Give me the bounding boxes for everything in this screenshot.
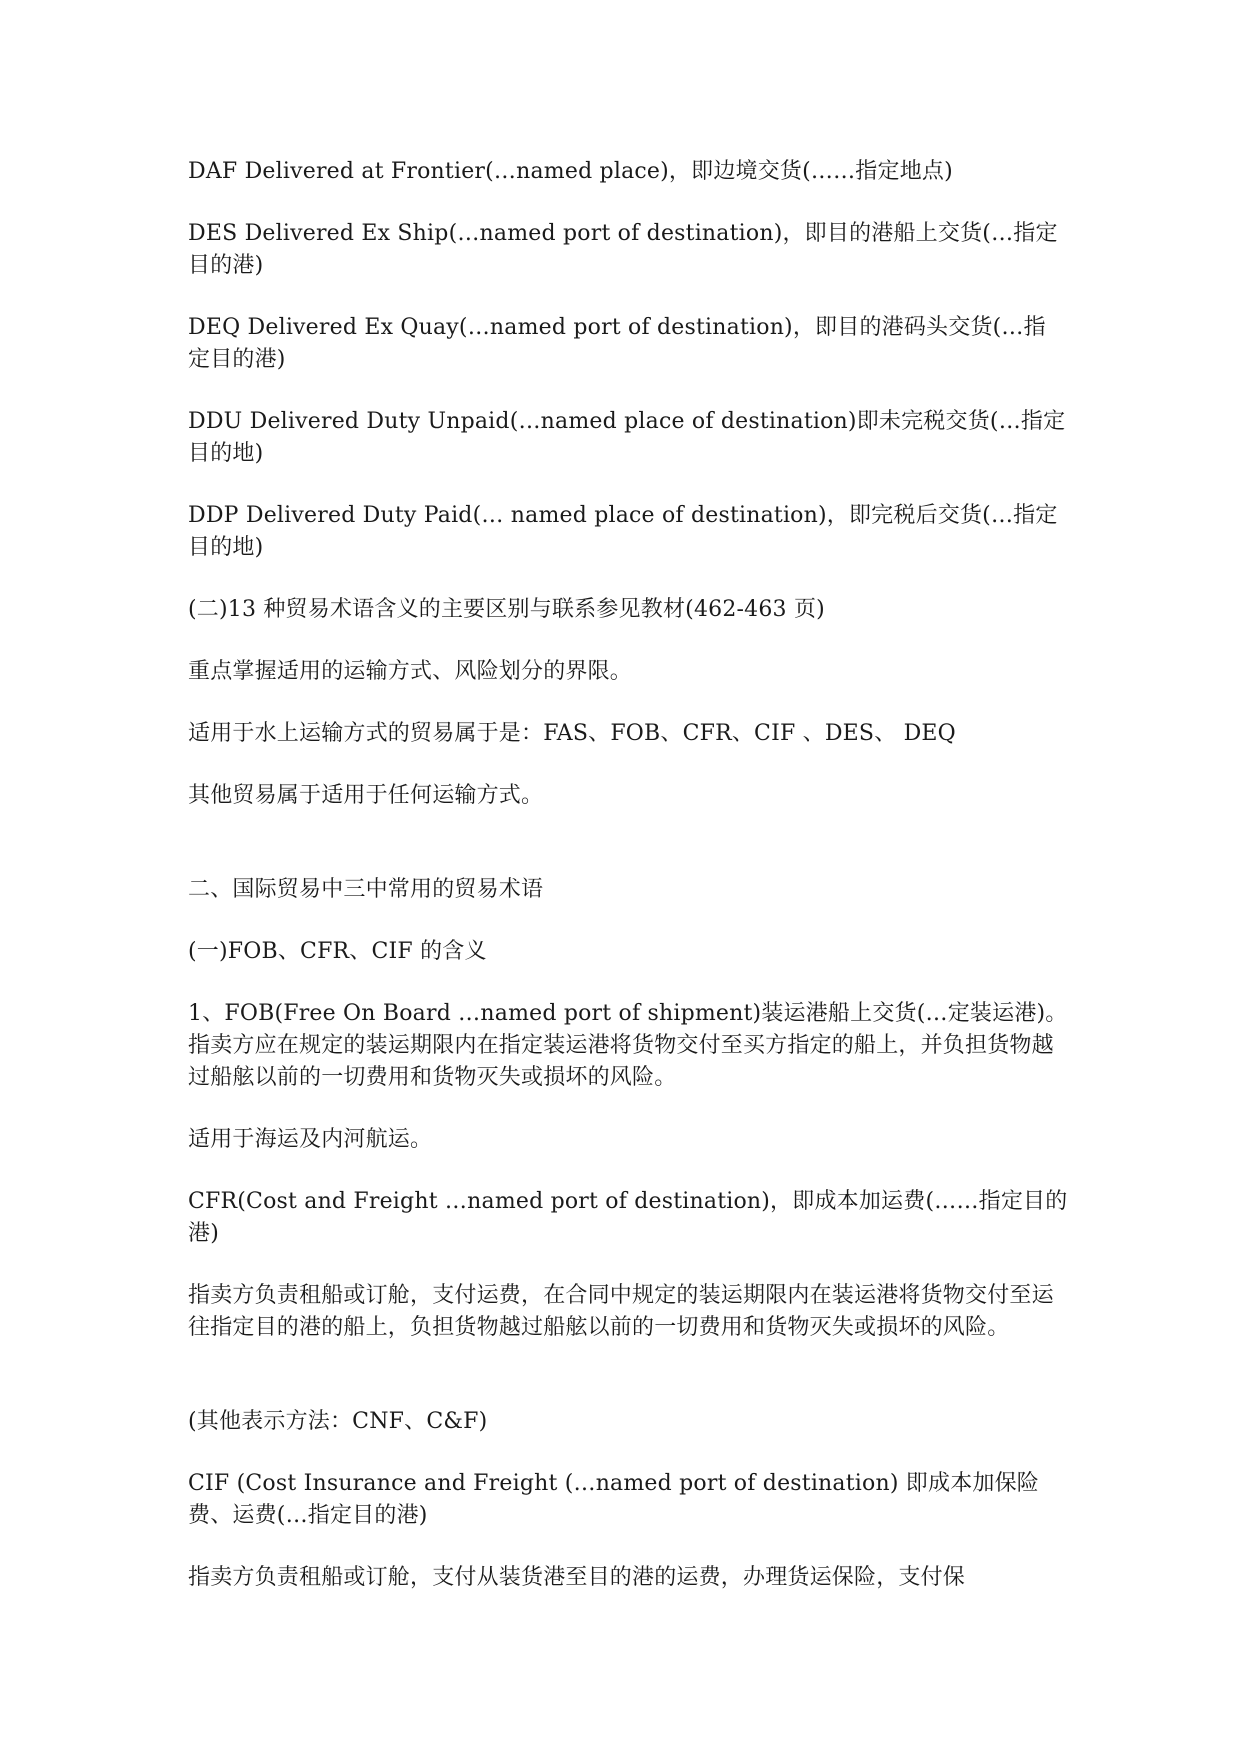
section-heading-common-terms: 二、国际贸易中三中常用的贸易术语 [188,877,544,902]
paragraph-fob: 1、FOB(Free On Board …named port of shipment)装运港船上交货(…定装运港)。指卖方应在规定的装运期限内在指定装运港将货物交付至买方指定的船上，并负担货物越过船舷以前的一切费用和货物灭失或损坏的风险。 [188,1001,1068,1090]
subheading-fob-cfr-cif: (一)FOB、CFR、CIF 的含义 [188,939,487,964]
paragraph-cfr-alt: (其他表示方法：CNF、C&F) [188,1409,488,1434]
paragraph-other-terms: 其他贸易属于适用于任何运输方式。 [188,783,544,808]
paragraph-ddp: DDP Delivered Duty Paid(… named place of destination)，即完税后交货(…指定目的地) [188,503,1058,560]
paragraph-des: DES Delivered Ex Ship(…named port of destination)，即目的港船上交货(…指定目的港) [188,221,1058,278]
paragraph-cfr: CFR(Cost and Freight …named port of destination)，即成本加运费(……指定目的港) [188,1189,1068,1246]
paragraph-13-terms: (二)13 种贸易术语含义的主要区别与联系参见教材(462-463 页) [188,597,825,622]
paragraph-fob-usage: 适用于海运及内河航运。 [188,1127,433,1152]
paragraph-cif: CIF (Cost Insurance and Freight (…named port of destination) 即成本加保险费、运费(…指定目的港) [188,1471,1040,1528]
paragraph-cif-definition: 指卖方负责租船或订舱，支付从装货港至目的港的运费，办理货运保险，支付保 [188,1565,966,1590]
paragraph-key-points: 重点掌握适用的运输方式、风险划分的界限。 [188,659,633,684]
paragraph-daf: DAF Delivered at Frontier(…named place)，即边境交货(……指定地点) [188,159,953,184]
paragraph-deq: DEQ Delivered Ex Quay(…named port of destination)，即目的港码头交货(…指定目的港) [188,315,1046,372]
paragraph-water-transport: 适用于水上运输方式的贸易属于是：FAS、FOB、CFR、CIF 、DES、 DEQ [188,721,956,746]
paragraph-ddu: DDU Delivered Duty Unpaid(…named place of destination)即未完税交货(…指定目的地) [188,409,1066,466]
paragraph-cfr-definition: 指卖方负责租船或订舱，支付运费，在合同中规定的装运期限内在装运港将货物交付至运往指定目的港的船上，负担货物越过船舷以前的一切费用和货物灭失或损坏的风险。 [188,1283,1054,1340]
